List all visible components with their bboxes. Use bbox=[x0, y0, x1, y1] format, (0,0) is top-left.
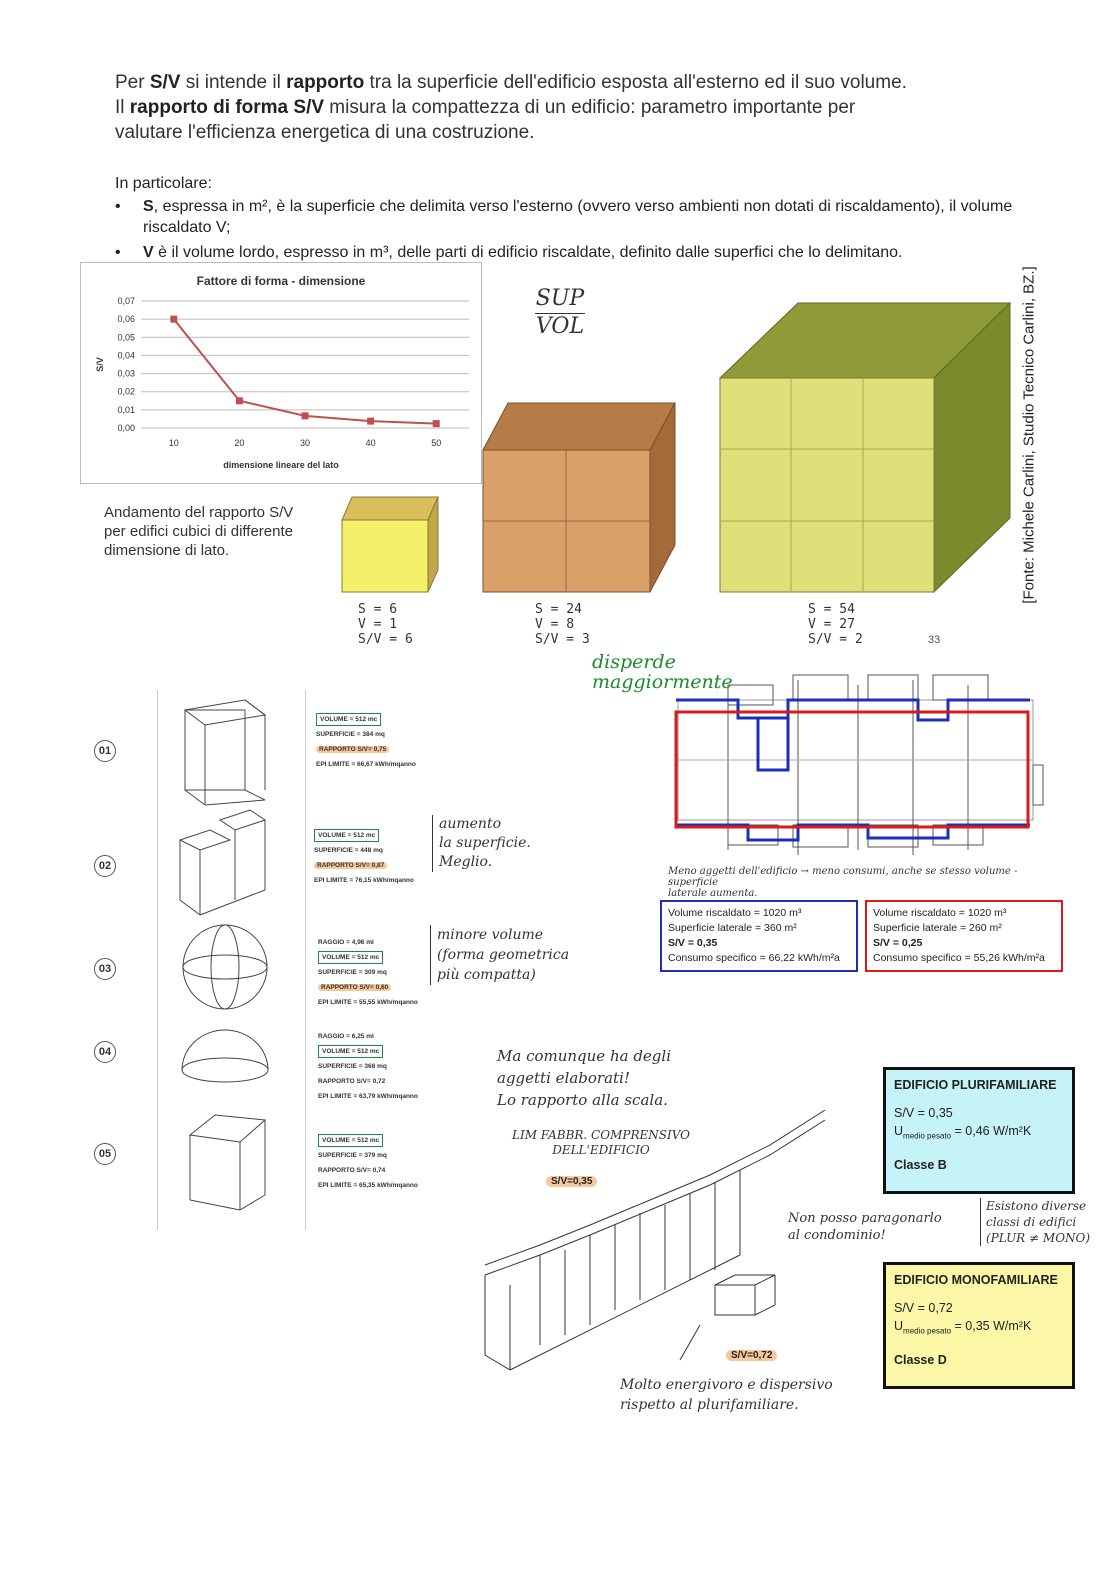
box-monofamiliare: EDIFICIO MONOFAMILIARE S/V = 0,72 $U_{medio pesato} = 0,35$ W/m²K Classe D bbox=[883, 1262, 1075, 1389]
cube-medium-label: S = 24 V = 8 S/V = 3 bbox=[535, 602, 590, 647]
divider-left bbox=[157, 690, 158, 1230]
cube-medium bbox=[483, 403, 675, 592]
y-tick-label: 0,07 bbox=[117, 296, 135, 306]
shape-spec-01: VOLUME = 512 mc SUPERFICIE = 384 mq RAPPORTO S/V= 0,75 EPI LIMITE = 66,67 kWh/mqanno bbox=[316, 712, 416, 772]
note-molto-energivoro: Molto energivoro e dispersivo rispetto al plurifamiliare. bbox=[620, 1377, 833, 1413]
x-tick-label: 10 bbox=[168, 438, 179, 448]
definition-s: • S, espressa in m², è la superficie che delimita verso l'esterno (ovvero verso ambienti non dotati di riscaldamento), il volume riscaldato V; bbox=[115, 196, 1075, 238]
cubes-illustration bbox=[330, 290, 1020, 600]
definition-v: • V è il volume lordo, espresso in m³, delle parti di edificio riscaldate, definito dalle superfici che lo delimitano. bbox=[115, 242, 1075, 263]
shape-number-03: 03 bbox=[94, 958, 116, 980]
data-point bbox=[236, 397, 243, 404]
shape-spec-03: RAGGIO = 4,96 ml VOLUME = 512 mc SUPERFICIE = 309 mq RAPPORTO S/V= 0,60 EPI LIMITE = 55,55 kWh/mqanno bbox=[318, 939, 418, 1006]
shape-spec-04: RAGGIO = 6,25 ml VOLUME = 512 mc SUPERFICIE = 368 mq RAPPORTO S/V= 0,72 EPI LIMITE = 63,79 kWh/mqanno bbox=[318, 1033, 418, 1100]
shape-spec-02: VOLUME = 512 mc SUPERFICIE = 448 mq RAPPORTO S/V= 0,87 EPI LIMITE = 76,15 kWh/mqanno bbox=[314, 828, 414, 888]
box-plurifamiliare: EDIFICIO PLURIFAMILIARE S/V = 0,35 $U_{medio pesato} = 0,46$ W/m²K Classe B bbox=[883, 1067, 1075, 1194]
y-tick-label: 0,04 bbox=[117, 350, 135, 361]
page-number: 33 bbox=[928, 634, 941, 646]
x-tick-label: 30 bbox=[299, 438, 311, 448]
sup-vol-note: SUP VOL bbox=[535, 286, 585, 339]
shape-number-05: 05 bbox=[94, 1143, 116, 1165]
note-esistono: Esistono diverse classi di edifici (PLUR ≠ MONO) bbox=[980, 1198, 1090, 1246]
shape-number-04: 04 bbox=[94, 1041, 116, 1063]
divider-mid bbox=[305, 690, 306, 1230]
y-tick-label: 0,03 bbox=[117, 368, 135, 379]
y-tick-label: 0,01 bbox=[117, 404, 135, 415]
chart-caption: Andamento del rapporto S/V per edifici cubici di differente dimensione di lato. bbox=[104, 504, 294, 559]
note-non-posso: Non posso paragonarlo al condominio! bbox=[788, 1211, 942, 1243]
info-box-blue: Volume riscaldato = 1020 m³ Superficie laterale = 360 m² S/V = 0,35 Consumo specifico = 66,22 kWh/m²a bbox=[660, 900, 858, 972]
info-box-red: Volume riscaldato = 1020 m³ Superficie laterale = 260 m² S/V = 0,25 Consumo specifico = 55,26 kWh/m²a bbox=[865, 900, 1063, 972]
intro-paragraph: Per S/V si intende il rapporto tra la superficie dell'edificio esposta all'esterno ed il suo volume. Il rapporto di forma S/V misura la compattezza di un edificio: parametro importante per valutare l'efficienza energetica di una costruzione. bbox=[115, 72, 907, 143]
definitions-list: In particolare: • S, espressa in m², è la superficie che delimita verso l'esterno (ovvero verso ambienti non dotati di riscaldamento), il volume riscaldato V; • V è il volume lordo, espresso in m³, delle parti di edificio riscaldate, definito dalle superfici che lo delimitano. bbox=[115, 173, 1075, 263]
sv-tag-left: S/V=0,35 bbox=[546, 1176, 597, 1187]
note-lim-fabbr: LIM FABBR. COMPRENSIVO DELL'EDIFICIO bbox=[512, 1128, 690, 1157]
shape-number-01: 01 bbox=[94, 740, 116, 762]
x-tick-label: 50 bbox=[431, 438, 442, 448]
data-point bbox=[302, 412, 309, 419]
note-aumento: aumento la superficie. Meglio. bbox=[432, 815, 531, 872]
y-tick-label: 0,00 bbox=[117, 423, 135, 433]
y-axis-label: S/V bbox=[95, 357, 105, 372]
y-tick-label: 0,06 bbox=[117, 314, 135, 325]
sv-tag-right: S/V=0,72 bbox=[726, 1350, 777, 1361]
shape-number-02: 02 bbox=[94, 855, 116, 877]
cube-small bbox=[342, 497, 438, 592]
chart-title: Fattore di forma - dimensione bbox=[196, 274, 366, 288]
cube-large-label: S = 54 V = 27 S/V = 2 bbox=[808, 602, 863, 647]
note-disperde: disperde maggiormente bbox=[592, 651, 733, 693]
source-credit: [Fonte: Michele Carlini, Studio Tecnico Carlini, BZ.] bbox=[1020, 266, 1038, 604]
x-tick-label: 40 bbox=[365, 438, 376, 448]
shape-spec-05: VOLUME = 512 mc SUPERFICIE = 379 mq RAPPORTO S/V= 0,74 EPI LIMITE = 65,35 kWh/mqanno bbox=[318, 1133, 418, 1193]
note-minore-volume: minore volume (forma geometrica più compatta) bbox=[430, 925, 569, 985]
x-tick-label: 20 bbox=[234, 438, 245, 448]
data-point bbox=[170, 316, 177, 323]
note-aggetti: Ma comunque ha degli aggetti elaborati! Lo rapporto alla scala. bbox=[497, 1047, 672, 1109]
y-tick-label: 0,02 bbox=[117, 386, 135, 397]
shapes-illustration bbox=[170, 690, 300, 1230]
cube-small-label: S = 6 V = 1 S/V = 6 bbox=[358, 602, 413, 647]
y-tick-label: 0,05 bbox=[117, 332, 135, 343]
x-axis-label: dimensione lineare del lato bbox=[223, 460, 339, 470]
cube-large bbox=[720, 303, 1010, 592]
note-meno-aggetti: Meno aggetti dell'edificio → meno consumi, anche se stesso volume - superficie laterale aumenta. bbox=[668, 866, 1018, 899]
floor-plan bbox=[668, 670, 1048, 865]
